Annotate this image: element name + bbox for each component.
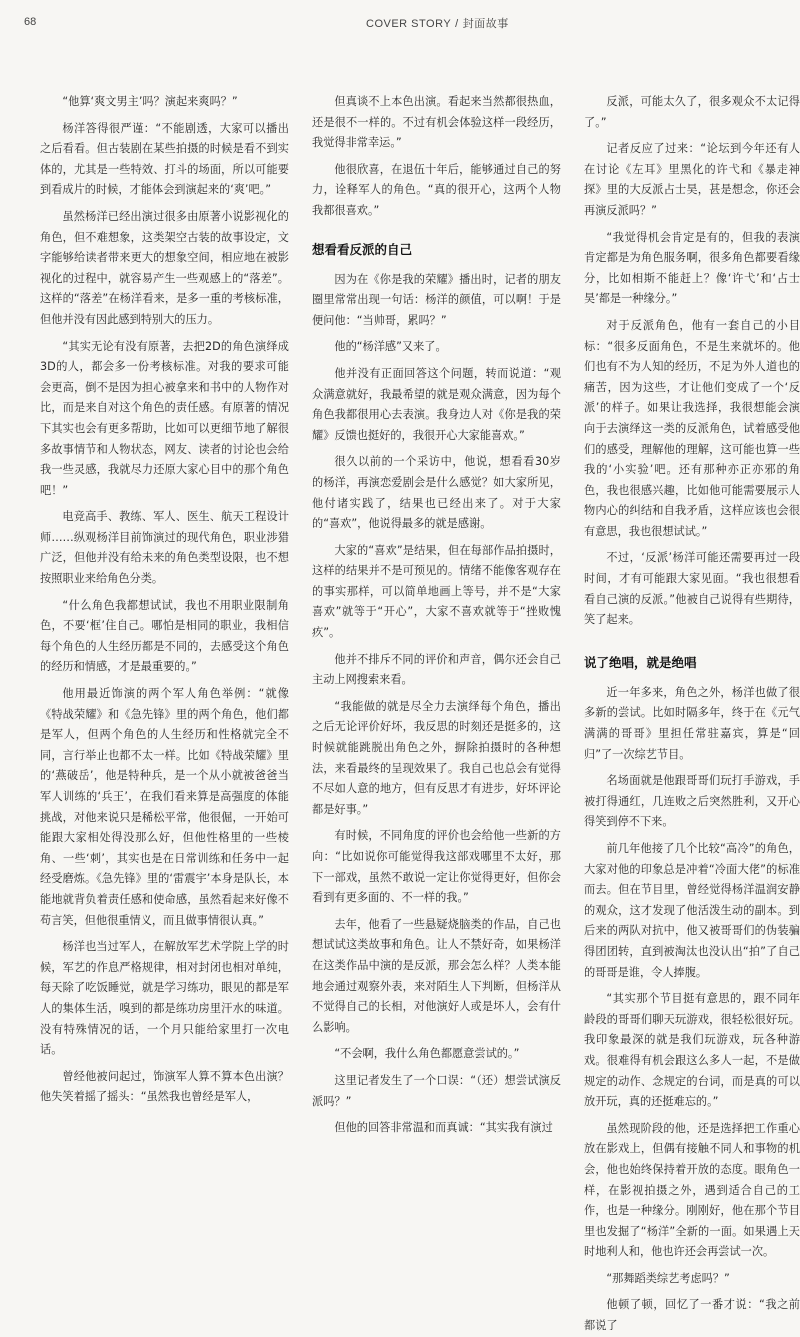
paragraph: “其实那个节目挺有意思的，跟不同年龄段的哥哥们聊天玩游戏，很轻松很好玩。我印象最深的就是我们玩游戏，玩各种游戏。很难得有机会跟这么多人一起，不是做规定的动作、念规定的台词，而是真的可以放开玩，真的还挺难忘的。”	[584, 992, 800, 1109]
paragraph: 因为在《你是我的荣耀》播出时，记者的朋友圈里常常出现一句话：杨洋的颜值，可以啊！于是便问他：“当帅哥，累吗？”	[312, 272, 561, 327]
paragraph: 杨洋也当过军人，在解放军艺术学院上学的时候，军艺的作息严格规律，相对封闭也相对单纯，每天除了吃饭睡觉，就是学习练功，眼见的都是军人的集体生活，嗅到的都是练功房里汗水的味道。没有特殊情况的话，一个月只能给家里打一次电话。	[40, 940, 289, 1057]
paragraph: 曾经他被问起过，饰演军人算不算本色出演？他失笑着摇了摇头：“虽然我也曾经是军人，	[40, 1069, 289, 1104]
paragraph: 虽然现阶段的他，还是选择把工作重心放在影戏上，但偶有接触不同人和事物的机会，他也始终保持着开放的态度。眼角色一样，在影视拍摄之外，遇到适合自己的工作，也是一种缘分。刚刚好，他在那个节目里也发掘了“杨洋”全新的一面。如果遇上天时地利人和，他也许还会再尝试一次。	[584, 1121, 800, 1259]
paragraph: 反派，可能太久了，很多观众不太记得了。”	[584, 95, 800, 129]
paragraph: 对于反派角色，他有一套自己的小目标：“很多反面角色，不是生来就坏的。他们也有不为人知的经历，不足为外人道也的痛苦，因为这些，才让他们变成了一个‘反派’的样子。如果让我选择，我很想能会演向于去演绎这一类的反派角色，试着感受他们的感受，理解他的理解，这可能也算一些我的‘小实验’吧。还有那种亦正亦邪的角色，我也很感兴趣，比如他可能需要展示人物内心的纠结和自我矛盾，这样应该也会很有意思，我也很想试试。”	[584, 318, 800, 538]
paragraph: “什么角色我都想试试，我也不用职业限制角色，不要‘框’住自己。哪怕是相同的职业，我相信每个角色的人生经历都是不同的，去感受这个角色的经历和情感，才是最重要的。”	[40, 598, 289, 674]
paragraph: 他的“杨洋感”又来了。	[334, 340, 447, 354]
paragraph: “那舞蹈类综艺考虑吗？”	[606, 1271, 730, 1285]
paragraph: 大家的“喜欢”是结果，但在每部作品拍摄时，这样的结果并不是可预见的。情绪不能像客观存在的事实那样，可以简单地画上等号，并不是“大家喜欢”就等于“开心”，大家不喜欢就等于“挫败愧疚”。	[312, 543, 561, 640]
paragraph: 他用最近饰演的两个军人角色举例：“就像《特战荣耀》和《急先锋》里的两个角色，他们都是军人，但两个角色的人生经历和性格就完全不同，言行举止也都不太一样。比如《特战荣耀》里的‘燕破岳’，他是特种兵，是一个从小就被爸爸当军人训练的‘兵王’，在我们看来算是高强度的体能挑战，对他来说只是稀松平常，他很倔，一开始可能跟大家相处得没那么好，但他性格里的一些棱角、一些‘刺’，其实也是在日常训练和任务中一起经受磨炼。《急先锋》里的‘雷震宇’本身是队长，本能地就背负着责任感和使命感，虽然看起来好像不苟言笑，但他很重情义，而且做事情很认真。”	[40, 687, 289, 927]
paragraph: 电竞高手、教练、军人、医生、航天工程设计师……纵观杨洋目前饰演过的现代角色，职业涉猎广泛，但他并没有给未来的角色类型设限，也不想按照职业来给角色分类。	[40, 510, 289, 586]
section-heading: 想看看反派的自己	[312, 241, 413, 257]
paragraph: 他顿了顿，回忆了一番才说：“我之前都说了	[584, 1298, 800, 1333]
paragraph: “他算‘爽文男主’吗？演起来爽吗？”	[62, 95, 238, 108]
section-label-cn: 封面故事	[462, 18, 509, 30]
paragraph: 这里记者发生了一个口误：“（还）想尝试演反派吗？”	[312, 1073, 561, 1108]
paragraph: “不会啊，我什么角色都愿意尝试的。”	[334, 1047, 520, 1061]
paragraph: “其实无论有没有原著，去把2D的角色演绎成3D的人，都会多一份考核标准。对我的要求可能会更高，倒不是因为担心被拿来和书中的人物作对比，而是来自对这个角色的责任感。有原著的情况下其实也会有更多帮助，比如可以更细节地了解很多故事情节和人物状态，网友、读者的讨论也会给我一些灵感，我就尽力还原大家心目中的那个角色吧！”	[40, 339, 289, 497]
paragraph: 很久以前的一个采访中，他说，想看看30岁的杨洋，再演恋爱剧会是什么感觉？如大家所见，他付诸实践了，结果也已经出来了。对于大家的“喜欢”，他说得最多的就是感谢。	[312, 455, 561, 531]
paragraph: 去年，他看了一些悬疑烧脑类的作品，自己也想试试这类故事和角色。让人不禁好奇，如果杨洋在这类作品中演的是反派，那会怎么样？人类本能地会通过观察外表，来对陌生人下判断，但杨洋从不觉得自己的长相，对他演好人或是坏人，会有什么影响。	[312, 917, 561, 1034]
paragraph: 虽然杨洋已经出演过很多由原著小说影视化的角色，但不难想象，这类架空古装的故事设定，文字能够给读者带来更大的想象空间，相应地在被影视化的过程中，就容易产生一些观感上的“落差”。这样的“落差”在杨洋看来，是多一重的考核标准，但他并没有因此感到特别大的压力。	[40, 209, 289, 326]
paragraph: 不过，‘反派’杨洋可能还需要再过一段时间，才有可能跟大家见面。“我也很想看看自己演的反派。”他被自己说得有些期待，笑了起来。	[584, 551, 800, 627]
section-label: COVER STORY	[366, 18, 452, 30]
running-header	[366, 15, 509, 31]
paragraph: 他并不排斥不同的评价和声音，偶尔还会自己主动上网搜索来看。	[312, 652, 561, 687]
column-1	[40, 92, 289, 1104]
paragraph: 他很欣喜，在退伍十年后，能够通过自己的努力，诠释军人的角色。“真的很开心，这两个人物我都很喜欢。”	[312, 162, 561, 217]
page-number: 68	[24, 16, 37, 28]
paragraph: 但他的回答非常温和而真诚：“其实我有演过	[334, 1121, 553, 1135]
paragraph: 近一年多来，角色之外，杨洋也做了很多新的尝试。比如时隔多年，终于在《元气满满的哥哥》里担任常驻嘉宾，算是“回归”了一次综艺节目。	[584, 685, 800, 761]
paragraph: “我觉得机会肯定是有的，但我的表演肯定都是为角色服务啊，很多角色都要看缘分，比如相斯不能赶上？像‘许弋’和‘占士昊’都是一种缘分。”	[584, 230, 800, 306]
paragraph: 前几年他接了几个比较“高冷”的角色，大家对他的印象总是冲着“冷面大佬”的标准而去。但在节目里，曾经觉得杨洋温润安静的观众，这才发现了他活泼生动的副本。到后来的两队对抗中，他又被哥哥们的伪装骗得团团转，直到被淘汰也没认出“拍”了自己的哥哥是谁，令人捧腹。	[584, 842, 800, 979]
paragraph: 但真谈不上本色出演。看起来当然都很热血，还是很不一样的。不过有机会体验这样一段经历，我觉得非常幸运。”	[312, 95, 561, 150]
paragraph: 他并没有正面回答这个问题，转而说道：“观众满意就好，我最希望的就是观众满意，因为每个角色我都很用心去表演。我身边人对《你是我的荣耀》反馈也挺好的，我很开心大家能喜欢。”	[312, 366, 561, 442]
paragraph: 杨洋答得很严谨：“不能剧透，大家可以播出之后看看。但古装剧在某些拍摄的时候是看不到实体的，尤其是一些特效、打斗的场面，所以可能要到看成片的时候，才能体会到演起来的‘爽’吧。”	[40, 121, 289, 197]
paragraph: 记者反应了过来：“论坛到今年还有人在讨论《左耳》里黑化的许弋和《暴走神探》里的大反派占士昊，甚是想念，你还会再演反派吗？”	[584, 142, 800, 217]
article-body	[40, 92, 800, 1333]
paragraph: 名场面就是他跟哥哥们玩打手游戏，手被打得通红，几连败之后突然胜利，又开心得笑到停不下来。	[584, 774, 800, 829]
column-2	[312, 92, 561, 1135]
paragraph: 有时候，不同角度的评价也会给他一些新的方向：“比如说你可能觉得我这部戏哪里不太好，那下一部戏，虽然不敢说一定让你觉得更好，但你会看到有更多面的、不一样的我。”	[312, 829, 561, 905]
header-separator: /	[455, 18, 459, 30]
section-heading: 说了绝唱，就是绝唱	[584, 654, 697, 670]
column-3	[584, 92, 800, 1333]
paragraph: “我能做的就是尽全力去演绎每个角色，播出之后无论评价好坏，我反思的时刻还是挺多的，这时候就能跳脱出角色之外，摒除拍摄时的各种想法，来看最终的呈现效果了。我自己也总会有觉得不尽如人意的地方，但有反思才有进步，好坏评论都是好事。”	[312, 699, 561, 816]
